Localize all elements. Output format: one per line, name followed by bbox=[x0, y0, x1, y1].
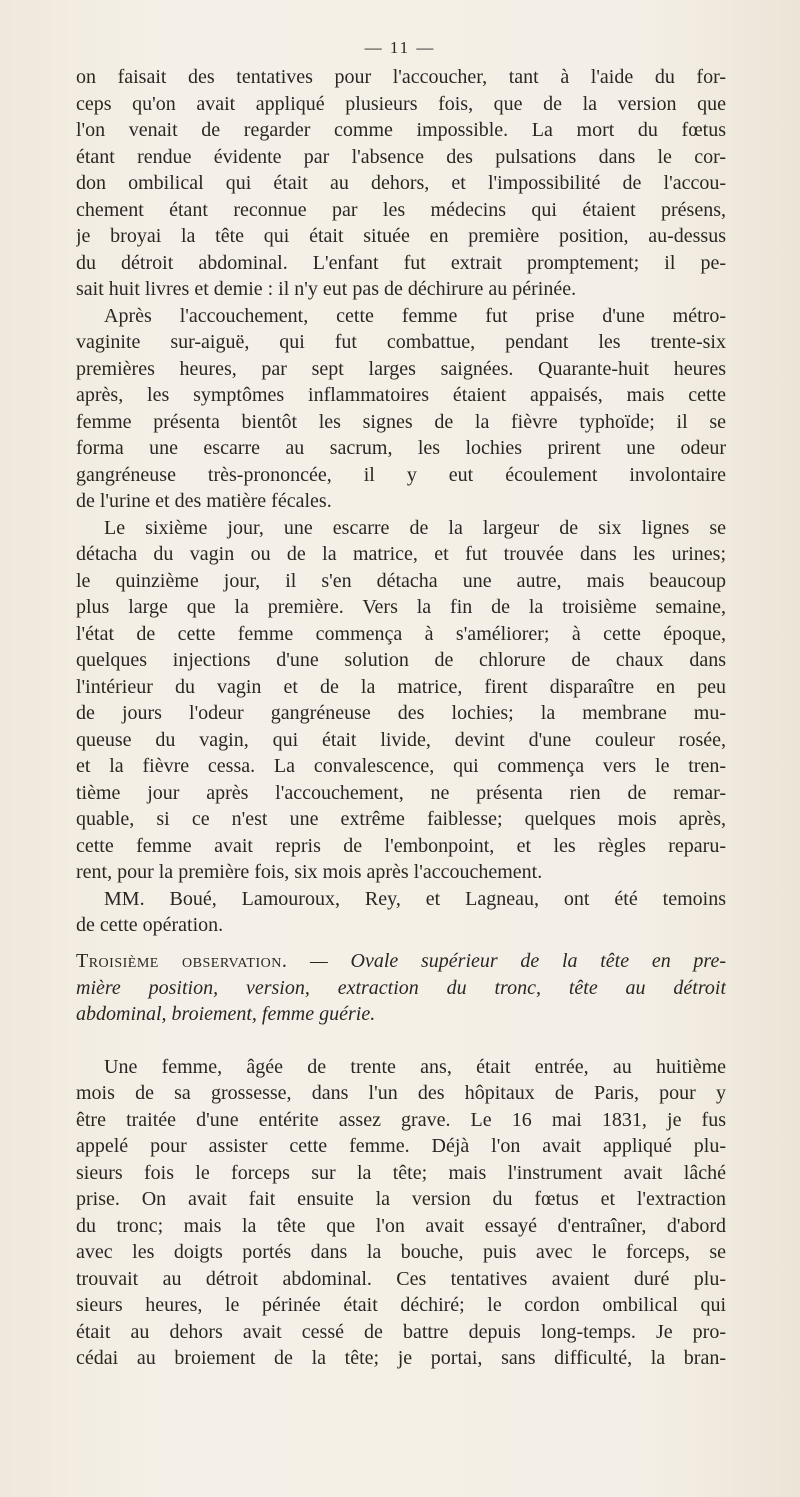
text-line: l'intérieur du vagin et de la matrice, firent disparaître en peu bbox=[76, 675, 726, 698]
text-line: tième jour après l'accouchement, ne présenta rien de remar- bbox=[76, 781, 726, 804]
observation-label: Troisième observation. bbox=[76, 950, 288, 972]
text-line: cédai au broiement de la tête; je portai, sans difficulté, la bran- bbox=[76, 1347, 726, 1369]
text-line: femme présenta bientôt les signes de la fièvre typhoïde; il se bbox=[76, 410, 726, 433]
text-line: premières heures, par sept larges saignées. Quarante-huit heures bbox=[76, 357, 726, 380]
paragraph-1 bbox=[76, 64, 726, 303]
text-line: l'état de cette femme commença à s'améliorer; à cette époque, bbox=[76, 622, 726, 645]
text-line: mois de sa grossesse, dans l'un des hôpitaux de Paris, pour y bbox=[76, 1082, 726, 1104]
text-line: avec les doigts portés dans la bouche, puis avec le forceps, se bbox=[76, 1241, 726, 1263]
heading-line bbox=[76, 948, 726, 975]
text-lower bbox=[76, 948, 726, 1372]
text-line: quable, si ce n'est une extrême faiblesse; quelques mois après, bbox=[76, 808, 726, 830]
text-line: Une femme, âgée de trente ans, était entrée, au huitième bbox=[104, 1055, 726, 1078]
text-line: trouvait au détroit abdominal. Ces tentatives avaient duré plu- bbox=[76, 1267, 726, 1290]
text-line: de l'urine et des matière fécales. bbox=[76, 490, 332, 512]
text-line: et la fièvre cessa. La convalescence, qui commença vers le tren- bbox=[76, 755, 726, 777]
text-line: on faisait des tentatives pour l'accoucher, tant à l'aide du for- bbox=[76, 66, 726, 88]
text-line: je broyai la tête qui était située en première position, au-dessus bbox=[76, 225, 726, 247]
text-line: de jours l'odeur gangréneuse des lochies; la membrane mu- bbox=[76, 702, 726, 724]
observation-heading bbox=[76, 948, 726, 1028]
page-number: — 11 — bbox=[364, 38, 436, 57]
text-line: après, les symptômes inflammatoires étaient appaisés, mais cette bbox=[76, 384, 726, 406]
text-line: être traitée d'une entérite assez grave. Le 16 mai 1831, je fus bbox=[76, 1108, 726, 1131]
text-line: queuse du vagin, qui était livide, devint d'une couleur rosée, bbox=[76, 728, 726, 751]
heading-line: abdominal, broiement, femme guérie. bbox=[76, 1003, 376, 1025]
text-line: étant rendue évidente par l'absence des pulsations dans le cor- bbox=[76, 145, 726, 168]
text-line: prise. On avait fait ensuite la version du fœtus et l'extraction bbox=[76, 1188, 726, 1210]
text-line: appelé pour assister cette femme. Déjà l'on avait appliqué plu- bbox=[76, 1135, 726, 1157]
heading-line: mière position, version, extraction du tronc, tête au détroit bbox=[76, 976, 726, 999]
text-line: plus large que la première. Vers la fin de la troisième semaine, bbox=[76, 596, 726, 618]
text-line: gangréneuse très-prononcée, il y eut écoulement involontaire bbox=[76, 463, 726, 486]
text-line: détacha du vagin ou de la matrice, et fut trouvée dans les urines; bbox=[76, 543, 726, 565]
spacer bbox=[76, 1028, 726, 1054]
text-line: forma une escarre au sacrum, les lochies prirent une odeur bbox=[76, 437, 726, 459]
text-line: Le sixième jour, une escarre de la largeur de six lignes se bbox=[104, 516, 726, 539]
paragraph-4 bbox=[76, 1054, 726, 1372]
text-line: sieurs fois le forceps sur la tête; mais l'instrument avait lâché bbox=[76, 1161, 726, 1184]
text-line: le quinzième jour, il s'en détacha une autre, mais beaucoup bbox=[76, 569, 726, 592]
text-line: don ombilical qui était au dehors, et l'impossibilité de l'accou- bbox=[76, 172, 726, 194]
text-line: cette femme avait repris de l'embonpoint, et les règles reparu- bbox=[76, 834, 726, 857]
observation-title-part: — Ovale supérieur de la tête en pre- bbox=[287, 950, 726, 972]
text-line: sieurs heures, le périnée était déchiré; le cordon ombilical qui bbox=[76, 1294, 726, 1316]
text-line: chement étant reconnue par les médecins qui étaient présens, bbox=[76, 198, 726, 221]
text-upper bbox=[76, 64, 726, 939]
text-line: de cette opération. bbox=[76, 914, 224, 936]
text-line: ceps qu'on avait appliqué plusieurs fois, que de la version que bbox=[76, 92, 726, 115]
text-line: rent, pour la première fois, six mois après l'accouchement. bbox=[76, 861, 543, 883]
text-line: du tronc; mais la tête que l'on avait essayé d'entraîner, d'abord bbox=[76, 1214, 726, 1237]
paragraph-3 bbox=[76, 515, 726, 939]
text-line: Après l'accouchement, cette femme fut prise d'une métro- bbox=[104, 304, 726, 327]
text-line: MM. Boué, Lamouroux, Rey, et Lagneau, ont été temoins bbox=[104, 887, 726, 910]
text-line: sait huit livres et demie : il n'y eut pas de déchirure au périnée. bbox=[76, 278, 577, 300]
text-line: quelques injections d'une solution de chlorure de chaux dans bbox=[76, 649, 726, 671]
text-line: était au dehors avait cessé de battre depuis long-temps. Je pro- bbox=[76, 1320, 726, 1343]
text-line: l'on venait de regarder comme impossible. La mort du fœtus bbox=[76, 119, 726, 141]
text-line: vaginite sur-aiguë, qui fut combattue, pendant les trente-six bbox=[76, 331, 726, 353]
text-line: du détroit abdominal. L'enfant fut extrait promptement; il pe- bbox=[76, 251, 726, 274]
paragraph-2 bbox=[76, 303, 726, 515]
